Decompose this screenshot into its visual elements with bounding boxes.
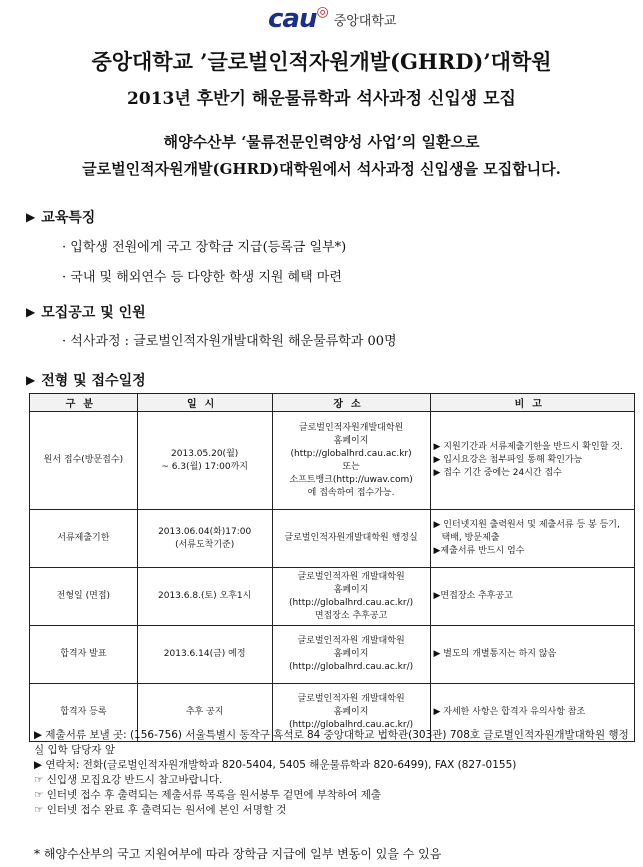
notes-line: ▶면접장소 추후공고 bbox=[433, 591, 513, 601]
intro-line-1: 해양수산부 ‘물류전문인력양성 사업’의 일환으로 bbox=[163, 133, 480, 151]
section-label: 교육특징 bbox=[41, 210, 96, 226]
place-line: 글로벌인적자원 개발대학원 bbox=[297, 571, 405, 582]
column-header: 구분 bbox=[30, 394, 138, 412]
footer-line: ☞ 인터넷 접수 후 출력되는 제출서류 목록을 원서봉투 겉면에 부착하여 제출 bbox=[34, 789, 382, 801]
place-cell bbox=[272, 626, 430, 684]
date-line: 추후 공지 bbox=[185, 707, 224, 717]
date-line: 2013.6.8.(토) 오후1시 bbox=[158, 591, 252, 601]
table-row bbox=[30, 510, 635, 568]
place-line: 또는 bbox=[342, 461, 360, 472]
category-cell bbox=[30, 568, 138, 626]
table-row bbox=[30, 412, 635, 510]
notes-cell bbox=[430, 412, 634, 510]
date-line: 2013.05.20(월) bbox=[171, 448, 239, 459]
date-line: ~ 6.3(월) 17:00까지 bbox=[161, 461, 248, 472]
section-schedule-heading bbox=[26, 370, 146, 390]
place-cell bbox=[272, 412, 430, 510]
date-line: 2013.06.04(화)17:00 bbox=[158, 526, 252, 537]
place-line: 홈페이지 bbox=[333, 584, 369, 595]
triangle-bullet-icon: ▶ bbox=[26, 373, 36, 387]
place-line: (http://globalhrd.cau.ac.kr/) bbox=[288, 720, 414, 730]
place-line: 에 접속하여 접수가능. bbox=[307, 487, 395, 498]
section-recruit-heading bbox=[26, 302, 146, 322]
place-line: 글로벌인적자원 개발대학원 bbox=[297, 694, 405, 704]
place-line: 소프트뱅크(http://uwav.com) bbox=[289, 474, 413, 485]
place-line: 글로벌인적자원개발대학원 bbox=[298, 422, 404, 433]
place-cell bbox=[272, 510, 430, 568]
notes-line: ▶ 지원기간과 서류제출기한을 반드시 확인할 것. bbox=[433, 442, 623, 452]
table-row bbox=[30, 626, 635, 684]
page-title: 중앙대학교 ’글로벌인적자원개발(GHRD)’대학원 bbox=[91, 49, 552, 74]
place-cell bbox=[272, 568, 430, 626]
university-logo bbox=[268, 4, 396, 34]
date-cell bbox=[137, 510, 272, 568]
category-text: 원서 접수(방문접수) bbox=[43, 455, 124, 465]
section-label: 모집공고 및 인원 bbox=[41, 305, 146, 321]
schedule-table bbox=[29, 393, 635, 742]
category-text: 합격자 발표 bbox=[60, 649, 107, 659]
notes-cell bbox=[430, 510, 634, 568]
column-header: 장소 bbox=[272, 394, 430, 412]
notes-line: ▶제출서류 반드시 엄수 bbox=[433, 546, 525, 556]
notes-cell bbox=[430, 568, 634, 626]
category-cell bbox=[30, 510, 138, 568]
place-line: 홈페이지 bbox=[333, 707, 369, 717]
notes-line: ▶ 접수 기간 중에는 24시간 접수 bbox=[433, 468, 562, 478]
column-header: 비고 bbox=[430, 394, 634, 412]
date-cell bbox=[137, 568, 272, 626]
notes-line: ▶ 자세한 사항은 합격자 유의사항 참조 bbox=[433, 707, 586, 717]
recruit-item: · 석사과정 : 글로벌인적자원개발대학원 해운물류학과 00명 bbox=[62, 334, 397, 349]
table-row bbox=[30, 568, 635, 626]
place-line: (http://globalhrd.cau.ac.kr/) bbox=[288, 662, 414, 672]
feature-item: · 국내 및 해외연수 등 다양한 학생 지원 혜택 마련 bbox=[62, 270, 342, 285]
footer-line: ▶ 제출서류 보낼 곳: (156-756) 서울특별시 동작구 흑석로 84 중앙대학교 법학관(303관) 708호 글로벌인적자원개발대학원 행정실 입학 담당자 앞 bbox=[34, 729, 629, 756]
notes-cell bbox=[430, 626, 634, 684]
category-text: 서류제출기한 bbox=[57, 533, 110, 543]
column-header: 일시 bbox=[137, 394, 272, 412]
notes-line: ▶ 인터넷지원 출력원서 및 제출서류 등 봉 등기, 택배, 방문제출 bbox=[433, 520, 620, 543]
triangle-bullet-icon: ▶ bbox=[26, 305, 36, 319]
triangle-bullet-icon: ▶ bbox=[26, 210, 36, 224]
place-line: 글로벌인적자원개발대학원 행정실 bbox=[284, 533, 418, 543]
page-subtitle: 2013년 후반기 해운물류학과 석사과정 신입생 모집 bbox=[127, 89, 516, 109]
date-line: 2013.6.14(금) 예정 bbox=[163, 649, 246, 659]
place-line: (http://globalhrd.cau.ac.kr) bbox=[290, 448, 412, 459]
footer-line: ☞ 인터넷 접수 완료 후 출력되는 원서에 본인 서명할 것 bbox=[34, 804, 287, 816]
date-cell bbox=[137, 626, 272, 684]
category-text: 합격자 등록 bbox=[60, 707, 107, 717]
place-line: (http://globalhrd.cau.ac.kr/) bbox=[288, 597, 414, 608]
logo-text: 중앙대학교 bbox=[333, 13, 397, 29]
date-line: (서류도착기준) bbox=[175, 539, 235, 550]
footer-line: ▶ 연락처: 전화(글로벌인적자원개발학과 820-5404, 5405 해운물류학과 820-6499), FAX (827-0155) bbox=[34, 759, 517, 771]
table-header-row bbox=[30, 394, 635, 412]
footer-line: ☞ 신입생 모집요강 반드시 참고바랍니다. bbox=[34, 774, 223, 786]
feature-item: · 입학생 전원에게 국고 장학금 지급(등록금 일부*) bbox=[62, 240, 347, 255]
category-cell bbox=[30, 412, 138, 510]
notes-line: ▶ 별도의 개별통지는 하지 않음 bbox=[433, 649, 557, 659]
cau-logo-mark: cau◎ bbox=[268, 4, 328, 34]
section-features-heading bbox=[26, 207, 95, 227]
category-text: 전형일 (면접) bbox=[56, 591, 111, 601]
scholarship-note: * 해양수산부의 국고 지원여부에 따라 장학금 지급에 일부 변동이 있을 수 있음 bbox=[34, 847, 442, 861]
notes-line: ▶ 입시요강은 첨부파일 통해 확인가능 bbox=[433, 455, 583, 465]
place-line: 홈페이지 bbox=[333, 649, 369, 659]
intro-line-2: 글로벌인적자원개발(GHRD)대학원에서 석사과정 신입생을 모집합니다. bbox=[82, 160, 561, 178]
section-label: 전형 및 접수일정 bbox=[41, 373, 146, 389]
date-cell bbox=[137, 412, 272, 510]
category-cell bbox=[30, 626, 138, 684]
place-line: 면접장소 추후공고 bbox=[314, 610, 388, 621]
place-line: 글로벌인적자원 개발대학원 bbox=[297, 636, 405, 646]
footer-notes bbox=[34, 728, 636, 818]
place-line: 홈페이지 bbox=[333, 435, 369, 446]
